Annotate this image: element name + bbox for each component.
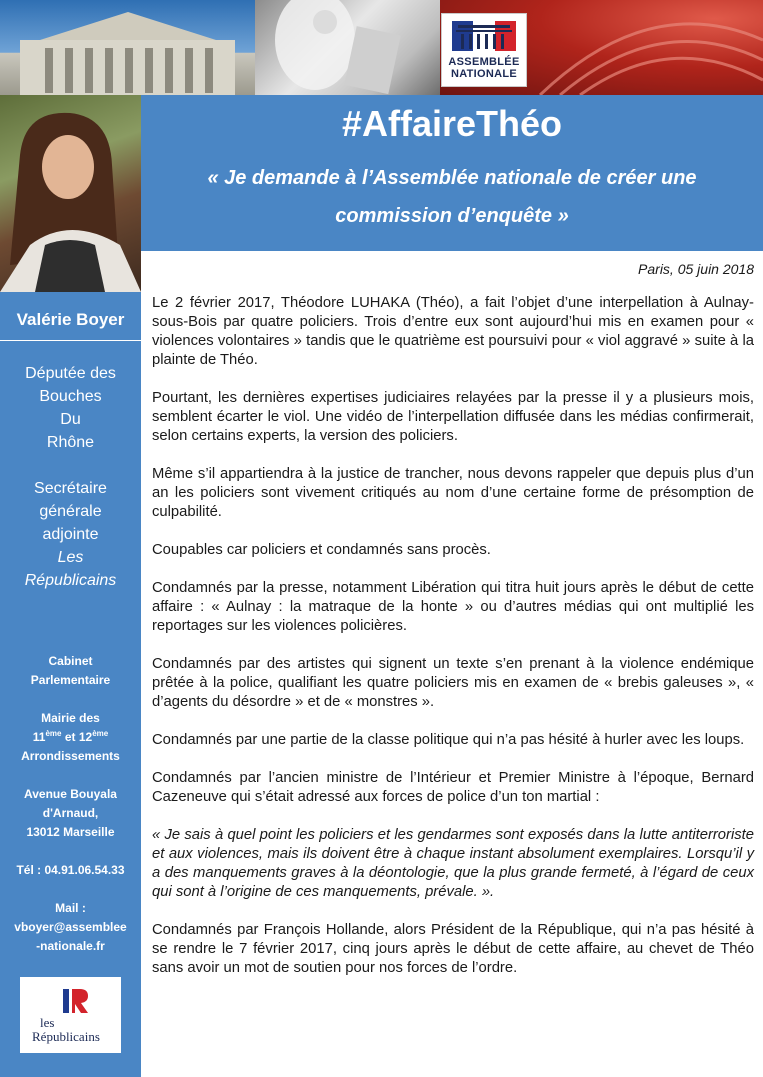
mairie-line: Arrondissements (21, 749, 120, 763)
body-paragraph: Coupables car policiers et condamnés sans procès. (152, 542, 491, 558)
sidebar-divider (0, 340, 141, 341)
position-line: générale (39, 503, 102, 520)
party-logo-line-2: Républicains (31, 1029, 100, 1044)
body-paragraph: Même s’il appartiendra à la justice de trancher, nous devons rappeler que depuis plus d’un an les policiers sont vivement critiqués au nom d’une certaine forme de présomption de culpabilité. (152, 466, 754, 520)
role-line: Rhône (46, 434, 95, 451)
tricolor-flag-icon (452, 21, 516, 51)
deputy-portrait-photo (0, 95, 141, 292)
palais-bourbon-image (0, 0, 255, 95)
assemblee-nationale-logo (441, 13, 527, 87)
press-release-header (141, 95, 763, 251)
body-paragraph: Condamnés par l’ancien ministre de l’Intérieur et Premier Ministre à l’époque, Bernard Cazeneuve qui s’était adressé aux forces de police d’un ton martial : (152, 770, 754, 805)
page-title: #AffaireThéo (341, 103, 563, 144)
phone-number: Tél : 04.91.06.54.33 (16, 863, 125, 877)
assemblee-logo-line-1: ASSEMBLÉE (448, 56, 520, 68)
sidebar (0, 292, 141, 1077)
address-line: Avenue Bouyala (24, 787, 117, 801)
body-paragraph: Pourtant, les dernières expertises judiciaires relayées par la presse il y a plusieurs mois, semblent écarter le viol. Une vidéo de l’interpellation diffusée dans les médias confirmerait, selon certains experts, la version des policiers. (152, 390, 754, 444)
email-address[interactable]: -nationale.fr (36, 939, 105, 953)
header-banner (0, 0, 763, 95)
position-line: Secrétaire (34, 480, 107, 497)
cabinet-line: Parlementaire (30, 673, 111, 687)
quote-paragraph: « Je sais à quel point les policiers et les gendarmes sont exposés dans la lutte antiterroriste et aux violences, mais ils doivent être à chaque instant absolument exemplaires. Lorsqu’il y a des manquements graves à la déontologie, que la plus grande fermeté, à l’égard de ceux qui sont à l’origine de ces manquements, prévale. ». (152, 827, 754, 900)
deputy-name: Valérie Boyer (16, 310, 125, 329)
mail-label: Mail : (55, 901, 86, 915)
statue-image (255, 0, 440, 95)
deputy-roles (10, 362, 131, 592)
position-line: adjointe (42, 526, 99, 543)
address-line: d'Arnaud, (42, 806, 99, 820)
contact-info (4, 652, 137, 956)
assemblee-logo-line-2: NATIONALE (450, 68, 518, 80)
cabinet-line: Cabinet (48, 654, 93, 668)
role-line: Bouches (39, 388, 102, 405)
press-release-body (152, 294, 754, 997)
les-republicains-logo (20, 977, 121, 1053)
party-logo-line-1: les (39, 1015, 54, 1030)
date-line: Paris, 05 juin 2018 (638, 261, 754, 277)
page-subtitle: « Je demande à l’Assemblée nationale de créer une commission d’enquête » (207, 167, 697, 227)
body-paragraph: Condamnés par François Hollande, alors Président de la République, qui n’a pas hésité à se rendre le 7 février 2017, cinq jours après le début de cette affaire, au chevet de Théo sans avoir un mot de soutien pour nos forces de l’ordre. (152, 922, 754, 976)
address-line: 13012 Marseille (26, 825, 115, 839)
email-address[interactable]: vboyer@assemblee (14, 920, 127, 934)
role-line: Du (60, 411, 81, 428)
body-paragraph: Condamnés par la presse, notamment Libération qui titra huit jours après le début de cette affaire : « Aulnay : la matraque de la honte » ou d’autres médias qui ont multiplié les reportages sur les violences policières. (152, 580, 754, 634)
mairie-line: Mairie des (41, 711, 100, 725)
body-paragraph: Condamnés par des artistes qui signent un texte s’en prenant à la violence endémique prêtée à la police, qualifiant les quatre policiers mis en examen de « brebis galeuses », « d’agents du désordre » et de « monstres ». (152, 656, 754, 710)
mairie-arrondissements-numbers: 11ème et 12ème (32, 729, 109, 744)
body-paragraph: Le 2 février 2017, Théodore LUHAKA (Théo), a fait l’objet d’une interpellation à Aulnay-sous-Bois par quatre policiers. Trois d’entre eux sont aujourd’hui mis en examen pour « violences volontaires » tandis que le quatrième est poursuivi pour « viol aggravé » suite à la plainte de Théo. (152, 295, 754, 368)
role-line: Députée des (25, 365, 116, 382)
party-name: Les Républicains (24, 549, 117, 589)
body-paragraph: Condamnés par une partie de la classe politique qui n’a pas hésité à hurler avec les loups. (152, 732, 745, 748)
